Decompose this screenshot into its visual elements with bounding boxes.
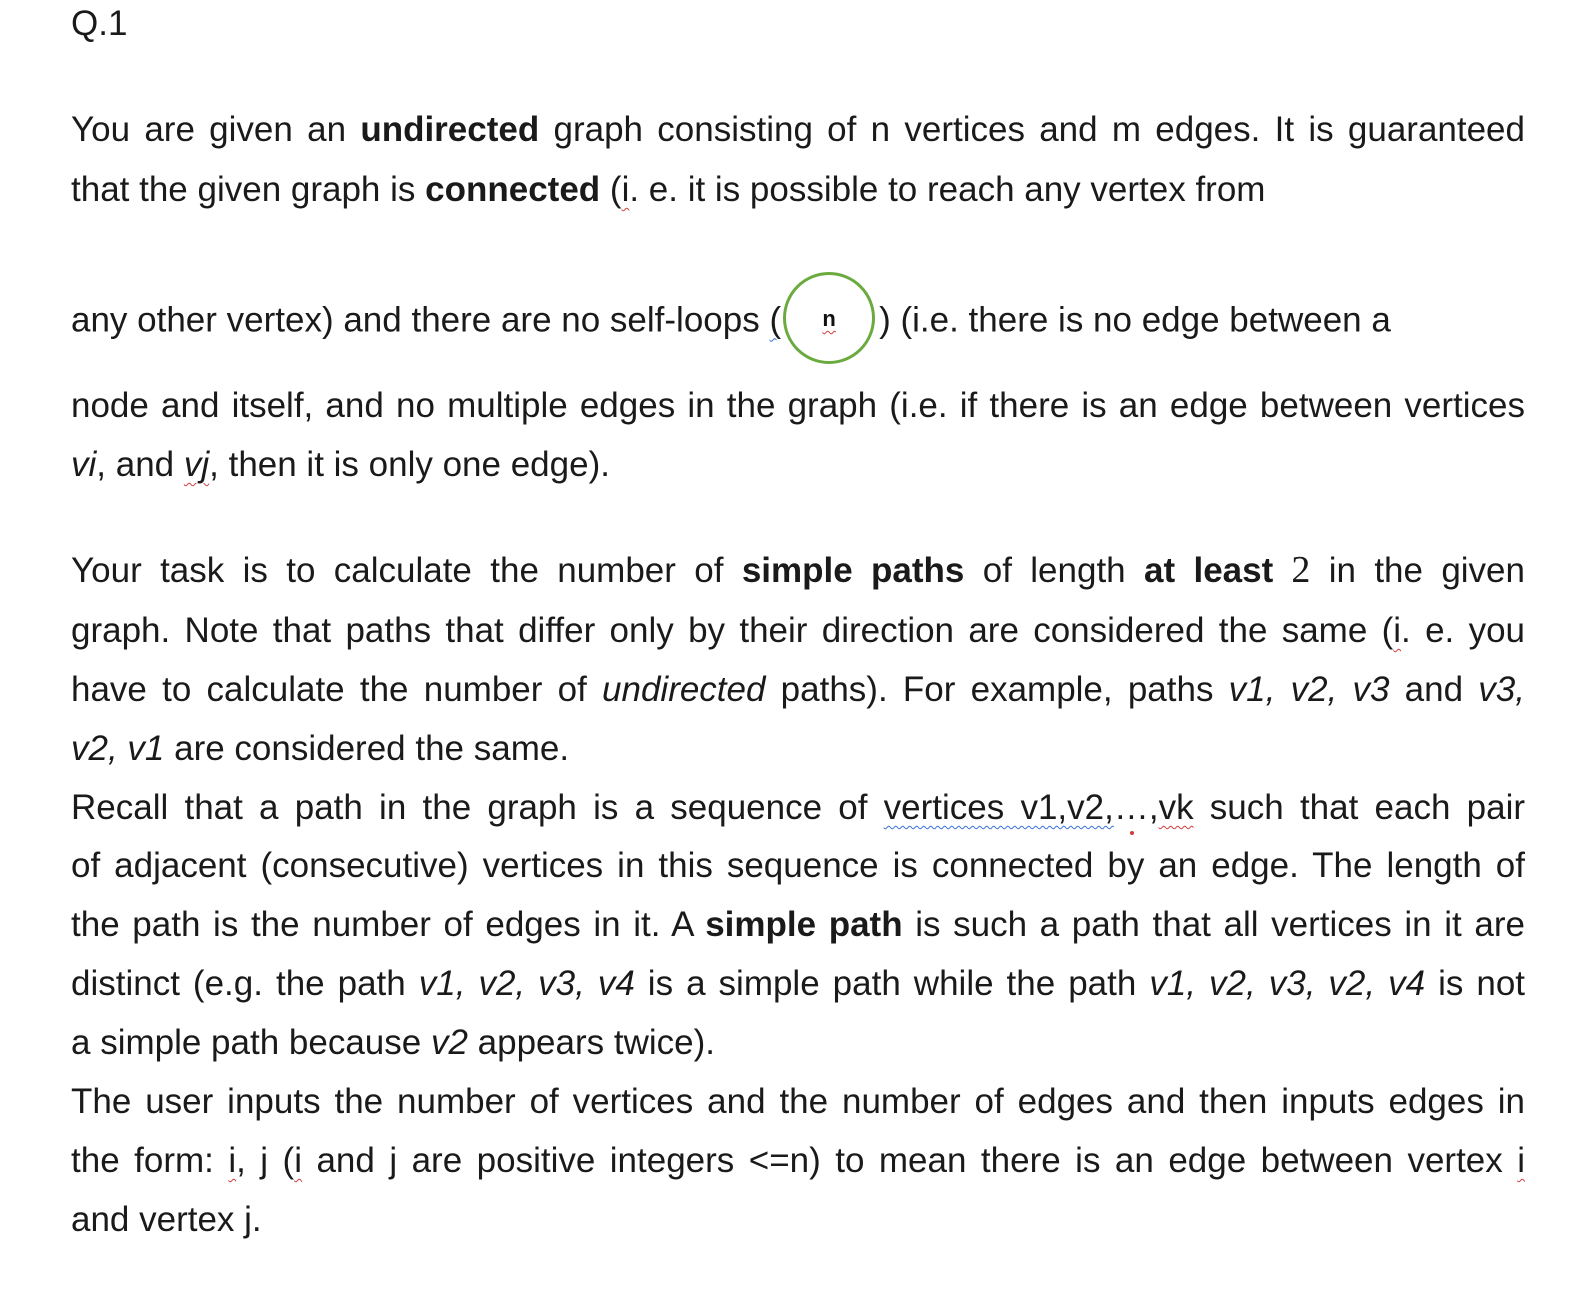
italic-path: v1, v2, v3 xyxy=(1228,670,1390,709)
para2-line3 xyxy=(71,668,1525,712)
para2-line10 xyxy=(71,1080,1525,1124)
spellcheck-word: i xyxy=(1517,1141,1526,1180)
text-run: Your task is to calculate the number of xyxy=(71,551,742,590)
text-run: and j are positive integers <=n) to mean there is an edge between vertex xyxy=(302,1141,1518,1180)
text-run: any other vertex) and there are no self-loops xyxy=(71,300,770,340)
para1-line1 xyxy=(71,108,1525,152)
self-loop-node-circle xyxy=(783,272,875,364)
para2-line9 xyxy=(71,1021,1525,1065)
spellcheck-word: i xyxy=(294,1141,302,1180)
text-run: distinct (e.g. the path xyxy=(71,964,419,1003)
text-run: is such a path that all vertices in it are xyxy=(902,905,1525,944)
text-run: ( xyxy=(600,170,622,209)
text-run: have to calculate the number of xyxy=(71,670,603,709)
para2-line12 xyxy=(71,1198,1525,1242)
text-run: and xyxy=(1389,670,1479,709)
text-run: , then it is only one edge). xyxy=(209,445,610,484)
para2-line11 xyxy=(71,1139,1525,1183)
text-run: graph consisting of n vertices and m edges. It is guaranteed xyxy=(539,110,1525,149)
text-run: (i.e. there is no edge between a xyxy=(890,300,1391,340)
spellcheck-word: vk xyxy=(1158,788,1194,827)
ellipsis-mark: … xyxy=(1113,788,1149,827)
para2-line5 xyxy=(71,786,1525,830)
para2-line4 xyxy=(71,727,1525,771)
grammar-mark: ( xyxy=(769,300,782,340)
text-run: are considered the same. xyxy=(164,729,570,768)
text-run: is not xyxy=(1425,964,1526,1003)
text-run: the path is the number of edges in it. A xyxy=(71,905,706,944)
text-run: is a simple path while the path xyxy=(634,964,1150,1003)
bold-term-simple-path: simple path xyxy=(705,905,903,944)
text-run: , and xyxy=(96,445,184,484)
para2-line8 xyxy=(71,962,1525,1006)
text-run: node and itself, and no multiple edges in the graph (i.e. if there is an edge between vertices xyxy=(71,386,1525,425)
para2-line2 xyxy=(71,609,1525,653)
math-number: 2 xyxy=(1273,549,1311,591)
italic-path: v1, v2, v3, v4 xyxy=(418,964,635,1003)
text-run: You are given an xyxy=(71,110,361,149)
para1-line3 xyxy=(71,276,1525,368)
italic-path: v2, v1 xyxy=(71,729,165,768)
italic-vertex-spellcheck: vj xyxy=(183,445,210,484)
text-run: a simple path because xyxy=(71,1023,431,1062)
italic-path: v3, xyxy=(1478,670,1525,709)
text-run: , j ( xyxy=(236,1141,295,1180)
text-run: ) xyxy=(879,300,891,340)
spellcheck-word: i xyxy=(1393,611,1402,650)
spellcheck-word: i xyxy=(621,170,630,209)
para1-line5 xyxy=(71,443,1525,487)
text-run: . e. you xyxy=(1401,611,1526,650)
bold-term-at-least: at least xyxy=(1144,551,1274,590)
text-run: Recall that a path in the graph is a sequence of xyxy=(71,788,884,827)
text-run: . e. it is possible to reach any vertex from xyxy=(629,170,1266,209)
italic-term-undirected: undirected xyxy=(602,670,766,709)
bold-term-undirected: undirected xyxy=(360,110,540,149)
italic-vertex: v2 xyxy=(430,1023,468,1062)
text-run: paths). For example, paths xyxy=(765,670,1229,709)
text-run: of adjacent (consecutive) vertices in this sequence is connected by an edge. The length of xyxy=(71,846,1525,885)
para2-line1 xyxy=(71,548,1525,593)
bold-term-connected: connected xyxy=(425,170,601,209)
grammar-mark-vertices: vertices v1,v2, xyxy=(883,788,1114,827)
spellcheck-word: i xyxy=(228,1141,237,1180)
para1-line4 xyxy=(71,384,1525,428)
text-run: that the given graph is xyxy=(71,170,426,209)
text-run: graph. Note that paths that differ only by their direction are considered the same ( xyxy=(71,611,1394,650)
text-run: the form: xyxy=(71,1141,229,1180)
text-run: appears twice). xyxy=(467,1023,715,1062)
para1-line2 xyxy=(71,168,1525,212)
text-run: The user inputs the number of vertices and the number of edges and then inputs edges in xyxy=(71,1082,1525,1121)
text-run: and vertex j. xyxy=(71,1200,262,1239)
text-run: in the given xyxy=(1310,551,1525,590)
question-number: Q.1 xyxy=(71,4,128,43)
para2-line6 xyxy=(71,844,1525,888)
text-run: such that each pair xyxy=(1193,788,1525,827)
italic-vertex: vi xyxy=(71,445,97,484)
italic-path: v1, v2, v3, v2, v4 xyxy=(1149,964,1426,1003)
text-run: , xyxy=(1148,788,1159,827)
node-label: n xyxy=(822,306,836,331)
text-run: of length xyxy=(964,551,1144,590)
para2-line7 xyxy=(71,903,1525,947)
bold-term-simple-paths: simple paths xyxy=(741,551,965,590)
